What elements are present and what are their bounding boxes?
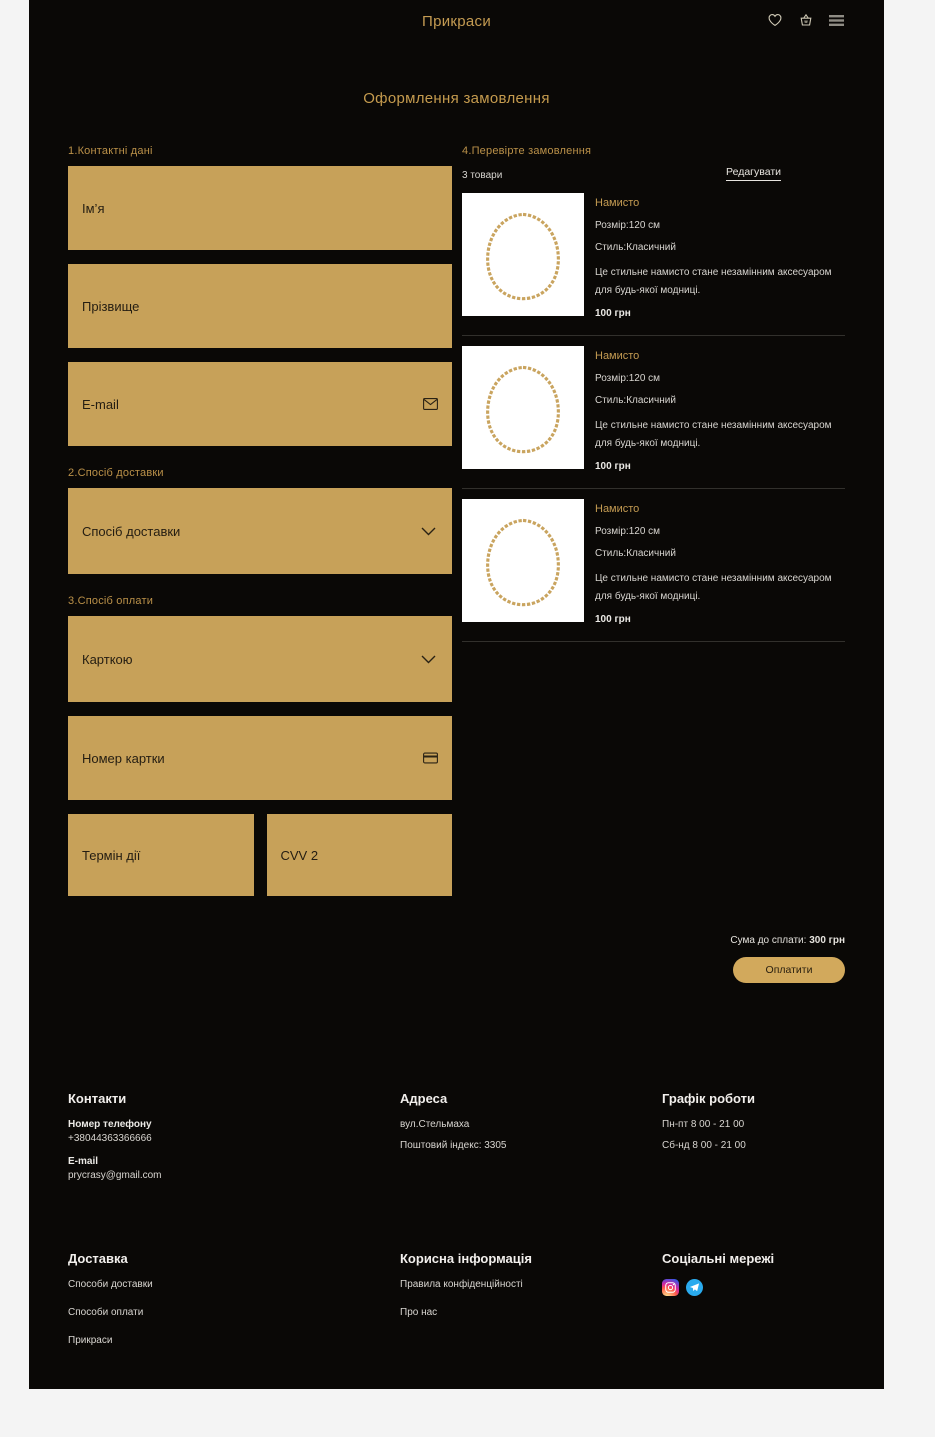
payment-method-value: Карткою (82, 651, 133, 667)
product-image (462, 346, 584, 469)
delivery-heading: Доставка (68, 1251, 128, 1266)
item-divider (462, 488, 845, 489)
total-value: 300 грн (809, 935, 845, 946)
footer-schedule (662, 1091, 845, 1193)
last-name-input[interactable] (68, 264, 452, 348)
pay-button[interactable]: Оплатити (733, 957, 845, 983)
review-section-label: 4.Перевірте замовлення (462, 145, 592, 157)
email-field-wrap (68, 362, 452, 446)
email-input[interactable] (68, 362, 452, 446)
checkout-page (29, 0, 884, 1389)
email-label: E-mail (68, 1156, 99, 1167)
info-heading: Корисна інформація (400, 1251, 532, 1266)
telegram-icon[interactable] (686, 1279, 703, 1296)
payment-section-label: 3.Спосіб оплати (68, 595, 154, 607)
product-description: Це стильне намисто стане незамінним аксесуаром для будь-якої модниці. (595, 573, 832, 602)
total-line (730, 935, 845, 946)
schedule-weekdays: Пн-пт 8 00 - 21 00 (662, 1119, 745, 1130)
page-title: Оформлення замовлення (363, 90, 550, 107)
footer-info-links (400, 1251, 662, 1363)
contact-section-label: 1.Контактні дані (68, 145, 153, 157)
product-price: 100 грн (595, 308, 631, 319)
brand-title[interactable]: Прикраси (421, 13, 492, 30)
address-heading: Адреса (400, 1091, 448, 1106)
card-number-input[interactable] (68, 716, 452, 800)
expiry-field-wrap (68, 814, 254, 896)
address-street: вул.Стельмаха (400, 1119, 470, 1130)
wishlist-heart-icon[interactable] (767, 12, 783, 28)
address-postal: Поштовий індекс: 3305 (400, 1140, 507, 1151)
order-item (462, 193, 845, 319)
last-name-field-wrap (68, 264, 452, 348)
card-extra-row (68, 814, 452, 896)
product-style: Стиль:Класичний (595, 395, 676, 406)
product-image (462, 499, 584, 622)
cart-basket-icon[interactable] (798, 12, 814, 28)
delivery-method-select[interactable] (68, 488, 452, 574)
site-footer (29, 1091, 884, 1363)
footer-address (400, 1091, 662, 1193)
items-count: 3 товари (462, 170, 503, 181)
envelope-icon (423, 398, 438, 410)
cvv-field-wrap (267, 814, 453, 896)
product-name[interactable]: Намисто (595, 350, 640, 362)
phone-label: Номер телефону (68, 1119, 152, 1130)
product-size: Розмір:120 см (595, 373, 661, 384)
footer-social (662, 1251, 845, 1363)
phone-value[interactable]: +38044363366666 (68, 1133, 152, 1144)
menu-hamburger-icon[interactable] (829, 14, 844, 27)
footer-link-privacy[interactable]: Правила конфіденційності (400, 1279, 523, 1290)
schedule-heading: Графік роботи (662, 1091, 756, 1106)
review-toolbar (462, 166, 845, 181)
card-number-field-wrap (68, 716, 452, 800)
product-description: Це стильне намисто стане незамінним аксесуаром для будь-якої модниці. (595, 420, 832, 449)
product-name[interactable]: Намисто (595, 503, 640, 515)
social-heading: Соціальні мережі (662, 1251, 775, 1266)
first-name-input[interactable] (68, 166, 452, 250)
product-info (595, 193, 839, 319)
site-header (29, 0, 884, 44)
item-divider (462, 335, 845, 336)
product-size: Розмір:120 см (595, 220, 661, 231)
schedule-weekend: Сб-нд 8 00 - 21 00 (662, 1140, 746, 1151)
product-style: Стиль:Класичний (595, 242, 676, 253)
email-value[interactable]: prycrasy@gmail.com (68, 1170, 162, 1181)
edit-order-link[interactable]: Редагувати (726, 166, 781, 181)
footer-link-about[interactable]: Про нас (400, 1307, 438, 1318)
order-review-column (462, 145, 845, 896)
order-item (462, 346, 845, 472)
checkout-form-column (68, 145, 452, 896)
credit-card-icon (423, 753, 438, 764)
product-size: Розмір:120 см (595, 526, 661, 537)
footer-contacts (68, 1091, 400, 1193)
product-image (462, 193, 584, 316)
product-style: Стиль:Класичний (595, 548, 676, 559)
checkout-main (29, 145, 884, 896)
contacts-heading: Контакти (68, 1091, 127, 1106)
chevron-down-icon (421, 524, 436, 539)
order-summary (29, 930, 884, 983)
product-price: 100 грн (595, 614, 631, 625)
footer-delivery-links (68, 1251, 400, 1363)
footer-link-jewelry[interactable]: Прикраси (68, 1335, 113, 1346)
header-icons (767, 12, 844, 28)
item-divider (462, 641, 845, 642)
cvv-input[interactable] (267, 814, 453, 896)
product-info (595, 346, 839, 472)
instagram-icon[interactable] (662, 1279, 679, 1296)
delivery-section-label: 2.Спосіб доставки (68, 467, 164, 479)
delivery-method-value: Спосіб доставки (82, 523, 181, 539)
product-name[interactable]: Намисто (595, 197, 640, 209)
payment-method-select[interactable] (68, 616, 452, 702)
product-price: 100 грн (595, 461, 631, 472)
footer-link-payment-methods[interactable]: Способи оплати (68, 1307, 144, 1318)
chevron-down-icon (421, 652, 436, 667)
social-icons (662, 1279, 845, 1296)
product-info (595, 499, 839, 625)
order-item (462, 499, 845, 625)
footer-link-delivery-methods[interactable]: Способи доставки (68, 1279, 153, 1290)
expiry-input[interactable] (68, 814, 254, 896)
product-description: Це стильне намисто стане незамінним аксесуаром для будь-якої модниці. (595, 267, 832, 296)
total-label: Сума до сплати: (730, 935, 810, 946)
first-name-field-wrap (68, 166, 452, 250)
